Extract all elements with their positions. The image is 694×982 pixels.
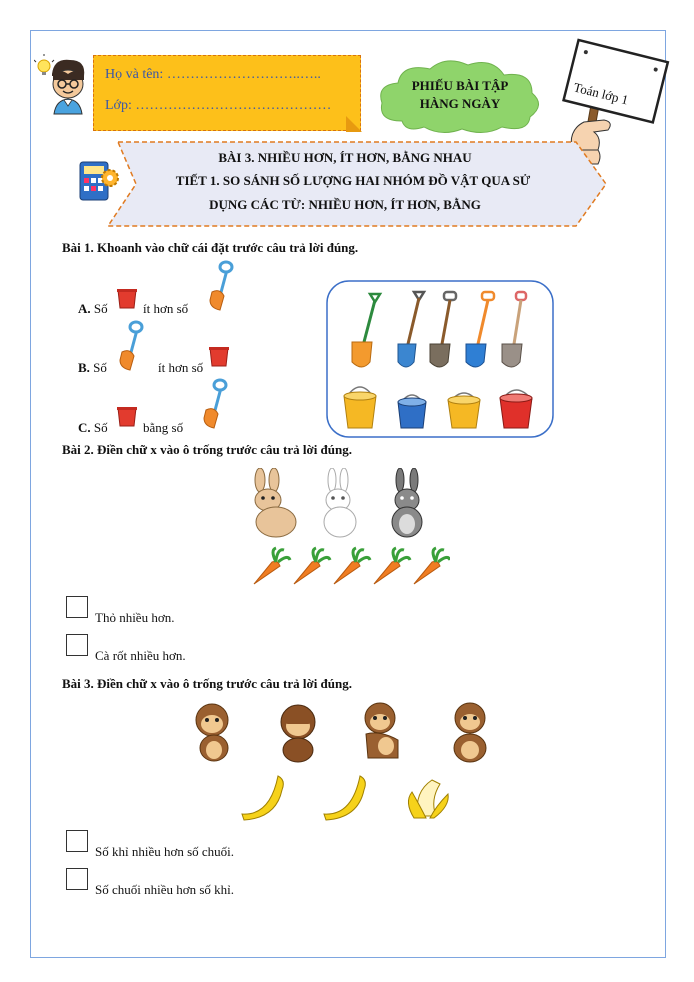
shovel-icon <box>206 260 236 312</box>
class-field[interactable]: Lớp: …………………………………… <box>105 98 332 113</box>
lesson-subtitle-1: TIẾT 1. SO SÁNH SỐ LƯỢNG HAI NHÓM ĐỒ VẬT QUA SỬ <box>175 173 531 188</box>
calculator-gear-icon <box>76 158 122 204</box>
option-b-prefix: Số <box>93 360 107 375</box>
bucket-icon <box>116 406 138 428</box>
rabbit-gray <box>392 468 422 537</box>
option-b-middle: ít hơn số <box>158 360 204 375</box>
monkey-2 <box>281 705 315 762</box>
monkeys-picture <box>190 700 510 764</box>
page-fold <box>346 116 362 132</box>
monkey-1 <box>196 704 228 761</box>
name-field[interactable]: Họ và tên: ………………………..….. <box>105 67 321 82</box>
student-boy-icon <box>34 54 92 116</box>
rabbit-brown <box>255 468 296 537</box>
lesson-subtitle-2: DỤNG CÁC TỪ: NHIỀU HƠN, ÍT HƠN, BẰNG <box>209 197 481 212</box>
rabbits-picture <box>246 468 446 540</box>
exercise-2-heading: Bài 2. Điền chữ x vào ô trống trước câu trả lời đúng. <box>62 442 352 457</box>
shovel-icon <box>200 378 230 430</box>
checkbox-bananas-more[interactable] <box>66 868 88 890</box>
checkbox-rabbits-more[interactable] <box>66 596 88 618</box>
sign-text: Toán lớp 1 <box>572 79 630 108</box>
checkbox-monkeys-more[interactable] <box>66 830 88 852</box>
peeled-banana <box>408 780 448 818</box>
option-a-letter: A. <box>78 301 91 316</box>
choice-monkeys-more: Số khỉ nhiều hơn số chuối. <box>95 844 235 859</box>
choice-carrots-more: Cà rốt nhiều hơn. <box>95 648 186 663</box>
lesson-title: BÀI 3. NHIỀU HƠN, ÍT HƠN, BẰNG NHAU <box>218 150 472 165</box>
cloud-line-2: HÀNG NGÀY <box>419 96 501 111</box>
choice-rabbits-more: Thỏ nhiều hơn. <box>95 610 175 625</box>
rabbit-white <box>324 468 356 537</box>
option-c-prefix: Số <box>93 420 108 435</box>
shovel-icon <box>116 320 146 372</box>
option-c-middle: bằng số <box>143 420 184 435</box>
bucket-icon <box>208 346 230 368</box>
bananas-picture <box>236 772 468 822</box>
option-b[interactable] <box>78 360 107 376</box>
exercise-1-heading: Bài 1. Khoanh vào chữ cái đặt trước câu trả lời đúng. <box>62 240 359 255</box>
option-c[interactable] <box>78 420 108 436</box>
cloud-line-1: PHIẾU BÀI TẬP <box>411 78 509 93</box>
carrots-picture <box>250 544 450 588</box>
bucket-icon <box>116 288 138 310</box>
monkey-3 <box>365 703 398 758</box>
choice-bananas-more: Số chuối nhiều hơn số khỉ. <box>95 882 235 897</box>
exercise-3-heading: Bài 3. Điền chữ x vào ô trống trước câu trả lời đúng. <box>62 676 352 691</box>
option-a[interactable] <box>78 301 108 317</box>
option-b-letter: B. <box>78 360 90 375</box>
monkey-4 <box>454 703 486 762</box>
option-c-letter: C. <box>78 420 91 435</box>
worksheet-label <box>392 77 528 113</box>
option-a-middle: ít hơn số <box>143 301 189 316</box>
option-a-prefix: Số <box>93 301 108 316</box>
checkbox-carrots-more[interactable] <box>66 634 88 656</box>
student-info-box <box>93 55 361 131</box>
shovels-and-buckets-picture <box>326 280 554 438</box>
